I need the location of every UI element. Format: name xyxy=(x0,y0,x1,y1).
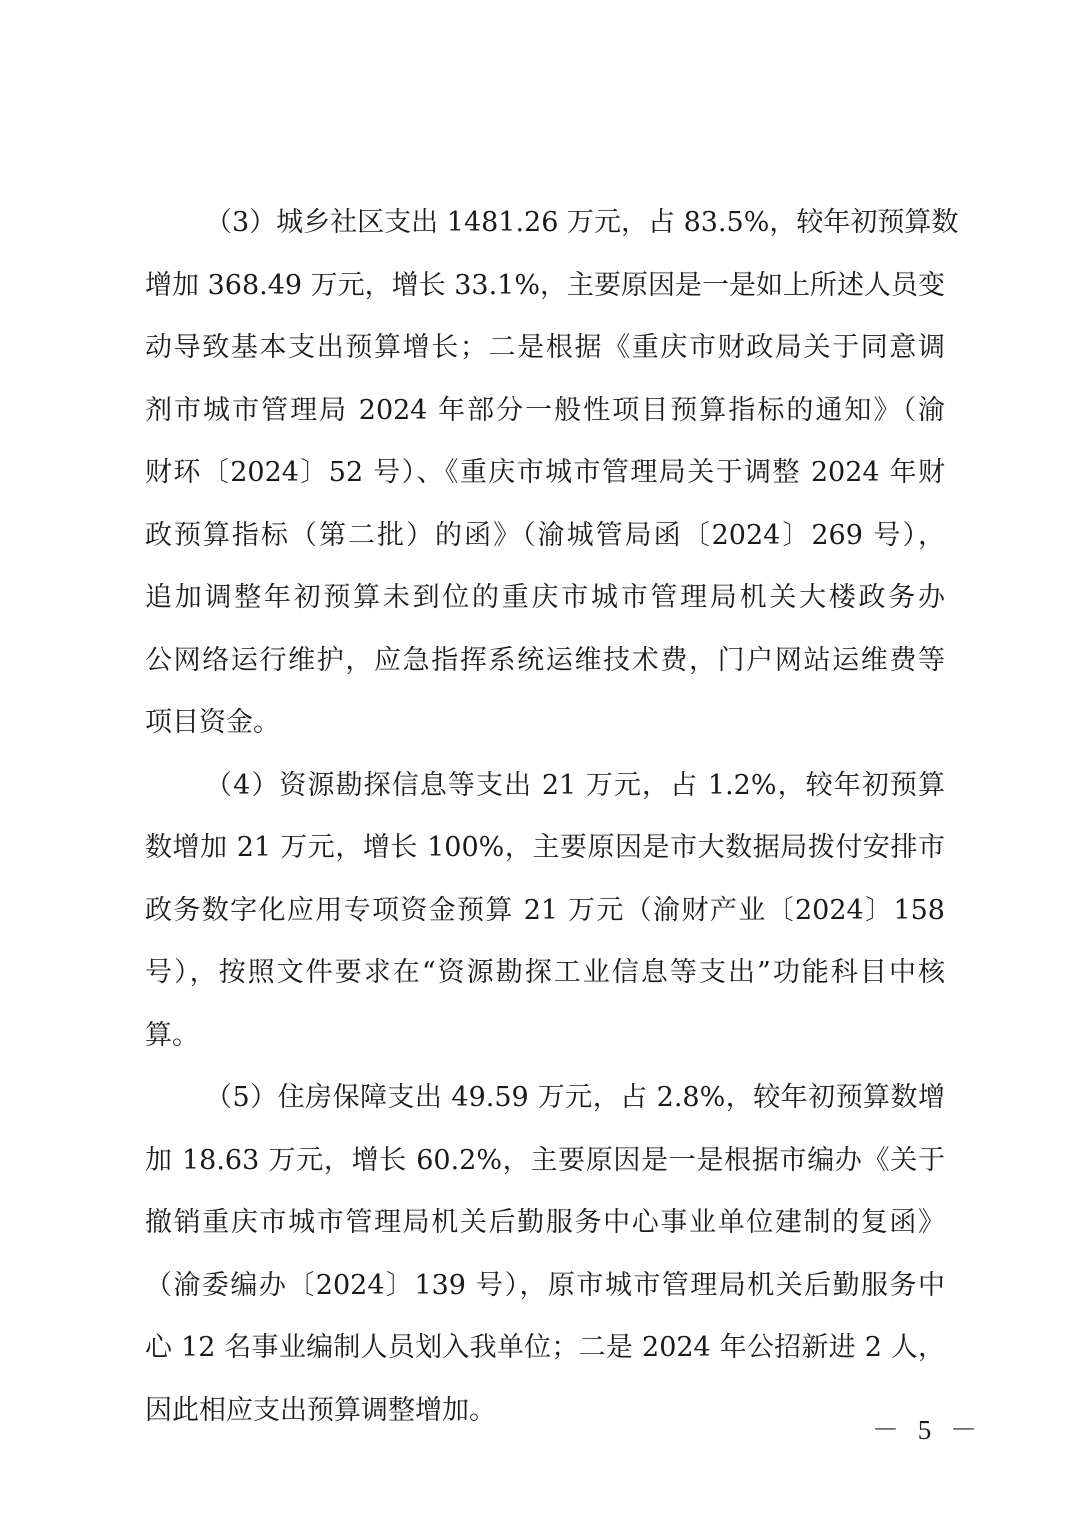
text-line: 剂市城市管理局 2024 年部分一般性项目预算指标的通知》（渝 xyxy=(145,394,945,426)
text-line: 因此相应支出预算调整增加。 xyxy=(145,1394,496,1426)
text-line: （4）资源勘探信息等支出 21 万元，占 1.2%，较年初预算 xyxy=(205,769,945,801)
text-line: 项目资金。 xyxy=(145,707,280,738)
text-line: （5）住房保障支出 49.59 万元，占 2.8%，较年初预算数增 xyxy=(205,1082,945,1113)
paragraph-resource-exploration xyxy=(145,755,945,1068)
text-line: 动导致基本支出预算增长；二是根据《重庆市财政局关于同意调 xyxy=(145,332,945,363)
text-line: 心 12 名事业编制人员划入我单位；二是 2024 年公招新进 2 人， xyxy=(145,1332,945,1363)
paragraph-housing-security xyxy=(145,1067,945,1442)
text-line: 政务数字化应用专项资金预算 21 万元（渝财产业〔2024〕158 xyxy=(145,894,945,926)
text-line: 政预算指标（第二批）的函》（渝城管局函〔2024〕269 号）， xyxy=(145,519,945,551)
text-line: 加 18.63 万元，增长 60.2%，主要原因是一是根据市编办《关于 xyxy=(145,1144,945,1176)
text-line: 号），按照文件要求在“资源勘探工业信息等支出”功能科目中核 xyxy=(145,957,945,988)
text-line: 财环〔2024〕52 号）、《重庆市城市管理局关于调整 2024 年财 xyxy=(145,457,945,488)
document-body xyxy=(145,192,959,1442)
text-line: 数增加 21 万元，增长 100%，主要原因是市大数据局拨付安排市 xyxy=(145,832,945,863)
text-line: 撤销重庆市城市管理局机关后勤服务中心事业单位建制的复函》 xyxy=(145,1207,945,1238)
text-line: 追加调整年初预算未到位的重庆市城市管理局机关大楼政务办 xyxy=(145,582,945,613)
paragraph-urban-rural-community xyxy=(145,192,959,755)
text-line: 算。 xyxy=(145,1019,199,1051)
text-line: 公网络运行维护，应急指挥系统运维技术费，门户网站运维费等 xyxy=(145,644,945,676)
text-line: （3）城乡社区支出 1481.26 万元，占 83.5%，较年初预算数 xyxy=(205,207,959,238)
text-line: 增加 368.49 万元，增长 33.1%，主要原因是一是如上所述人员变 xyxy=(145,269,945,301)
text-line: （渝委编办〔2024〕139 号），原市城市管理局机关后勤服务中 xyxy=(145,1269,945,1301)
page-number: － 5 － xyxy=(872,1415,983,1445)
